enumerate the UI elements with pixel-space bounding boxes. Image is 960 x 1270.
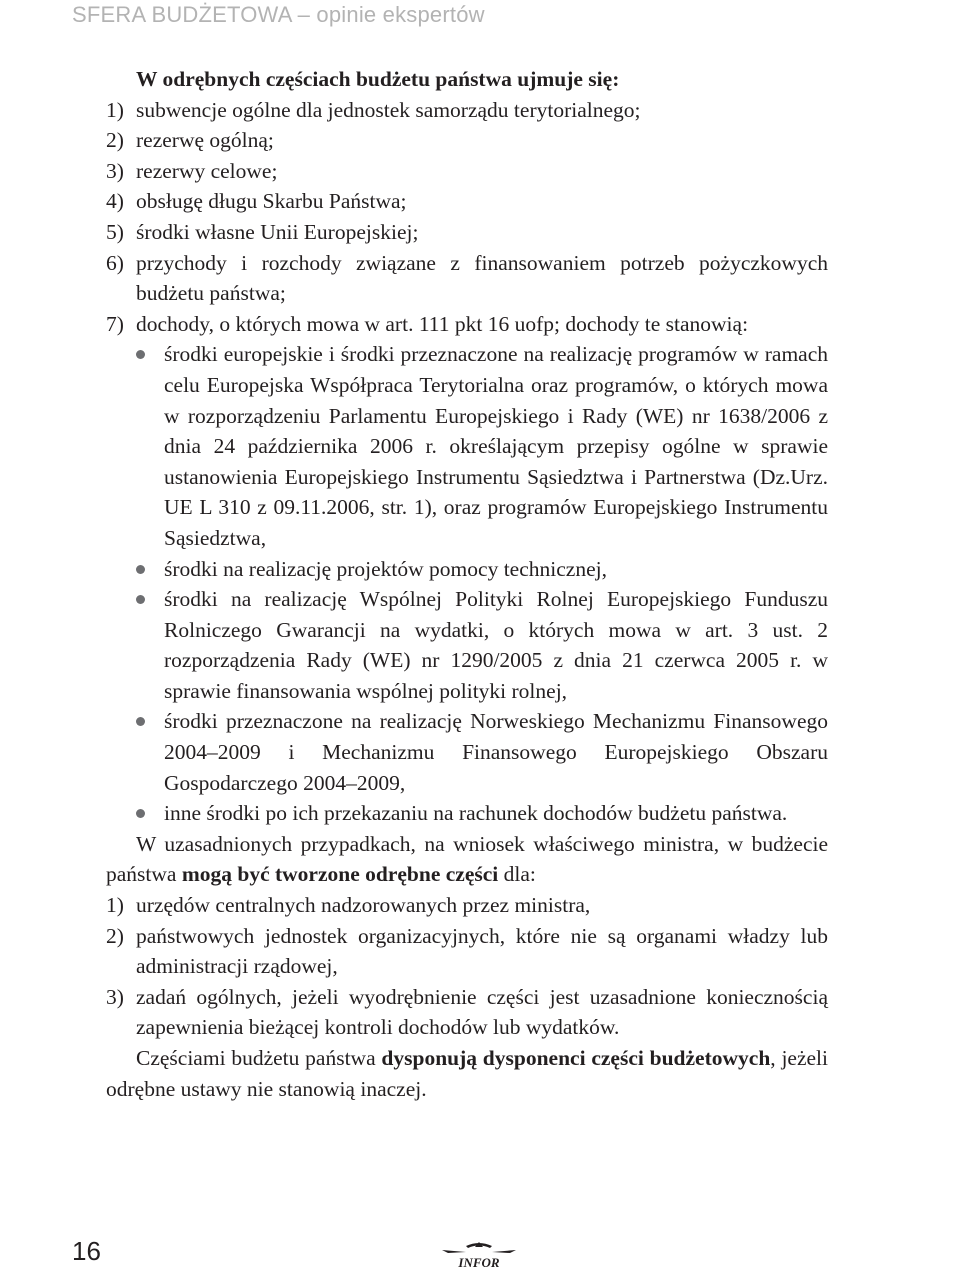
list-text: zadań ogólnych, jeżeli wyodrębnienie części jest uzasadnione koniecznością zapewnienia bieżącej kontroli dochodów lub wydatków.: [136, 984, 828, 1040]
list-number: 6): [106, 250, 124, 275]
list-number: 1): [106, 97, 124, 122]
list-text: państwowych jednostek organizacyjnych, które nie są organami władzy lub administracji rządowej,: [136, 923, 828, 979]
bullet-item: [106, 584, 828, 706]
list-text: rezerwę ogólną;: [136, 128, 274, 153]
logo-text: INFOR: [458, 1255, 500, 1270]
list-item: [106, 890, 828, 921]
list-number: 3): [106, 158, 124, 183]
list-text: dochody, o których mowa w art. 111 pkt 16 uofp; dochody te stanowią:: [136, 311, 749, 336]
list-number: 1): [106, 893, 124, 918]
list-number: 5): [106, 219, 124, 244]
list-item: [106, 95, 828, 126]
bullet-item: [106, 339, 828, 553]
list-text: przychody i rozchody związane z finansowaniem potrzeb pożyczkowych budżetu państwa;: [136, 250, 828, 306]
list-number: 3): [106, 984, 124, 1009]
bullet-text: środki na realizację projektów pomocy technicznej,: [164, 556, 607, 581]
list-item: [106, 156, 828, 187]
list-text: urzędów centralnych nadzorowanych przez ministra,: [136, 893, 591, 918]
paragraph-text: Częściami budżetu państwa: [136, 1046, 382, 1070]
list-text: rezerwy celowe;: [136, 158, 278, 183]
bullet-item: [106, 554, 828, 585]
list-item: [106, 125, 828, 156]
bullet-item: [106, 798, 828, 829]
bullet-item: [106, 706, 828, 798]
list-item: [106, 921, 828, 982]
page-content: [106, 64, 828, 1104]
list-item: [106, 982, 828, 1043]
list-number: 7): [106, 311, 124, 336]
list-item: [106, 186, 828, 217]
section-lead: W odrębnych częściach budżetu państwa ujmuje się:: [136, 67, 620, 91]
bullet-text: środki przeznaczone na realizację Norweskiego Mechanizmu Finansowego 2004–2009 i Mechanizmu Finansowego Europejskiego Obszaru Gospodarczego 2004–2009,: [164, 709, 828, 795]
bullet-dot-icon: [136, 595, 145, 604]
bullet-text: środki europejskie i środki przeznaczone na realizację programów w ramach celu Europejska Współpraca Terytorialna oraz programów, o których mowa w rozporządzeniu Parlamentu Europejskiego i Rady (WE) nr 1638/2006 z dnia 24 października 2006 r. określającym przepisy ogólne w sprawie ustanowienia Europejskiego Instrumentu Sąsiedztwa i Partnerstwa (Dz.Urz. UE L 310 z 09.11.2006, str. 1), oraz programów Europejskiego Instrumentu Sąsiedztwa,: [164, 342, 828, 550]
list-text: subwencje ogólne dla jednostek samorządu terytorialnego;: [136, 97, 641, 122]
infor-logo-icon: [436, 1240, 522, 1270]
paragraph-text: , jeżeli odrębne ustawy nie stanowią inaczej.: [106, 1046, 829, 1101]
bullet-text: środki na realizację Wspólnej Polityki Rolnej Europejskiego Funduszu Rolniczego Gwarancji na wydatki, o których mowa w art. 3 ust. 2 rozporządzenia Rady (WE) nr 1290/2005 z dnia 21 czerwca 2005 r. w sprawie finansowania wspólnej polityki rolnej,: [164, 587, 828, 703]
bold-phrase: dysponują dysponenci części budżetowych: [381, 1046, 771, 1070]
paragraph: [106, 829, 828, 890]
bullet-dot-icon: [136, 717, 145, 726]
list-number: 4): [106, 189, 124, 214]
list-number: 2): [106, 923, 124, 948]
paragraph: [106, 1043, 828, 1104]
bullet-text: inne środki po ich przekazaniu na rachunek dochodów budżetu państwa.: [164, 801, 788, 826]
list-item: [106, 217, 828, 248]
list-text: obsługę długu Skarbu Państwa;: [136, 189, 407, 214]
list-text: środki własne Unii Europejskiej;: [136, 219, 419, 244]
list-item: [106, 248, 828, 309]
bold-phrase: mogą być tworzone odrębne części: [181, 862, 499, 887]
bullet-dot-icon: [136, 565, 145, 574]
running-header: SFERA BUDŻETOWA – opinie ekspertów: [72, 2, 485, 27]
page-number: 16: [72, 1236, 101, 1266]
paragraph-text: dla:: [498, 862, 536, 887]
bullet-dot-icon: [136, 809, 145, 818]
paragraph-text: W uzasadnionych przypadkach, na wniosek właściwego ministra, w budżecie państwa: [106, 831, 828, 887]
list-number: 2): [106, 128, 124, 153]
bullet-dot-icon: [136, 350, 145, 359]
list-item: [106, 309, 828, 340]
